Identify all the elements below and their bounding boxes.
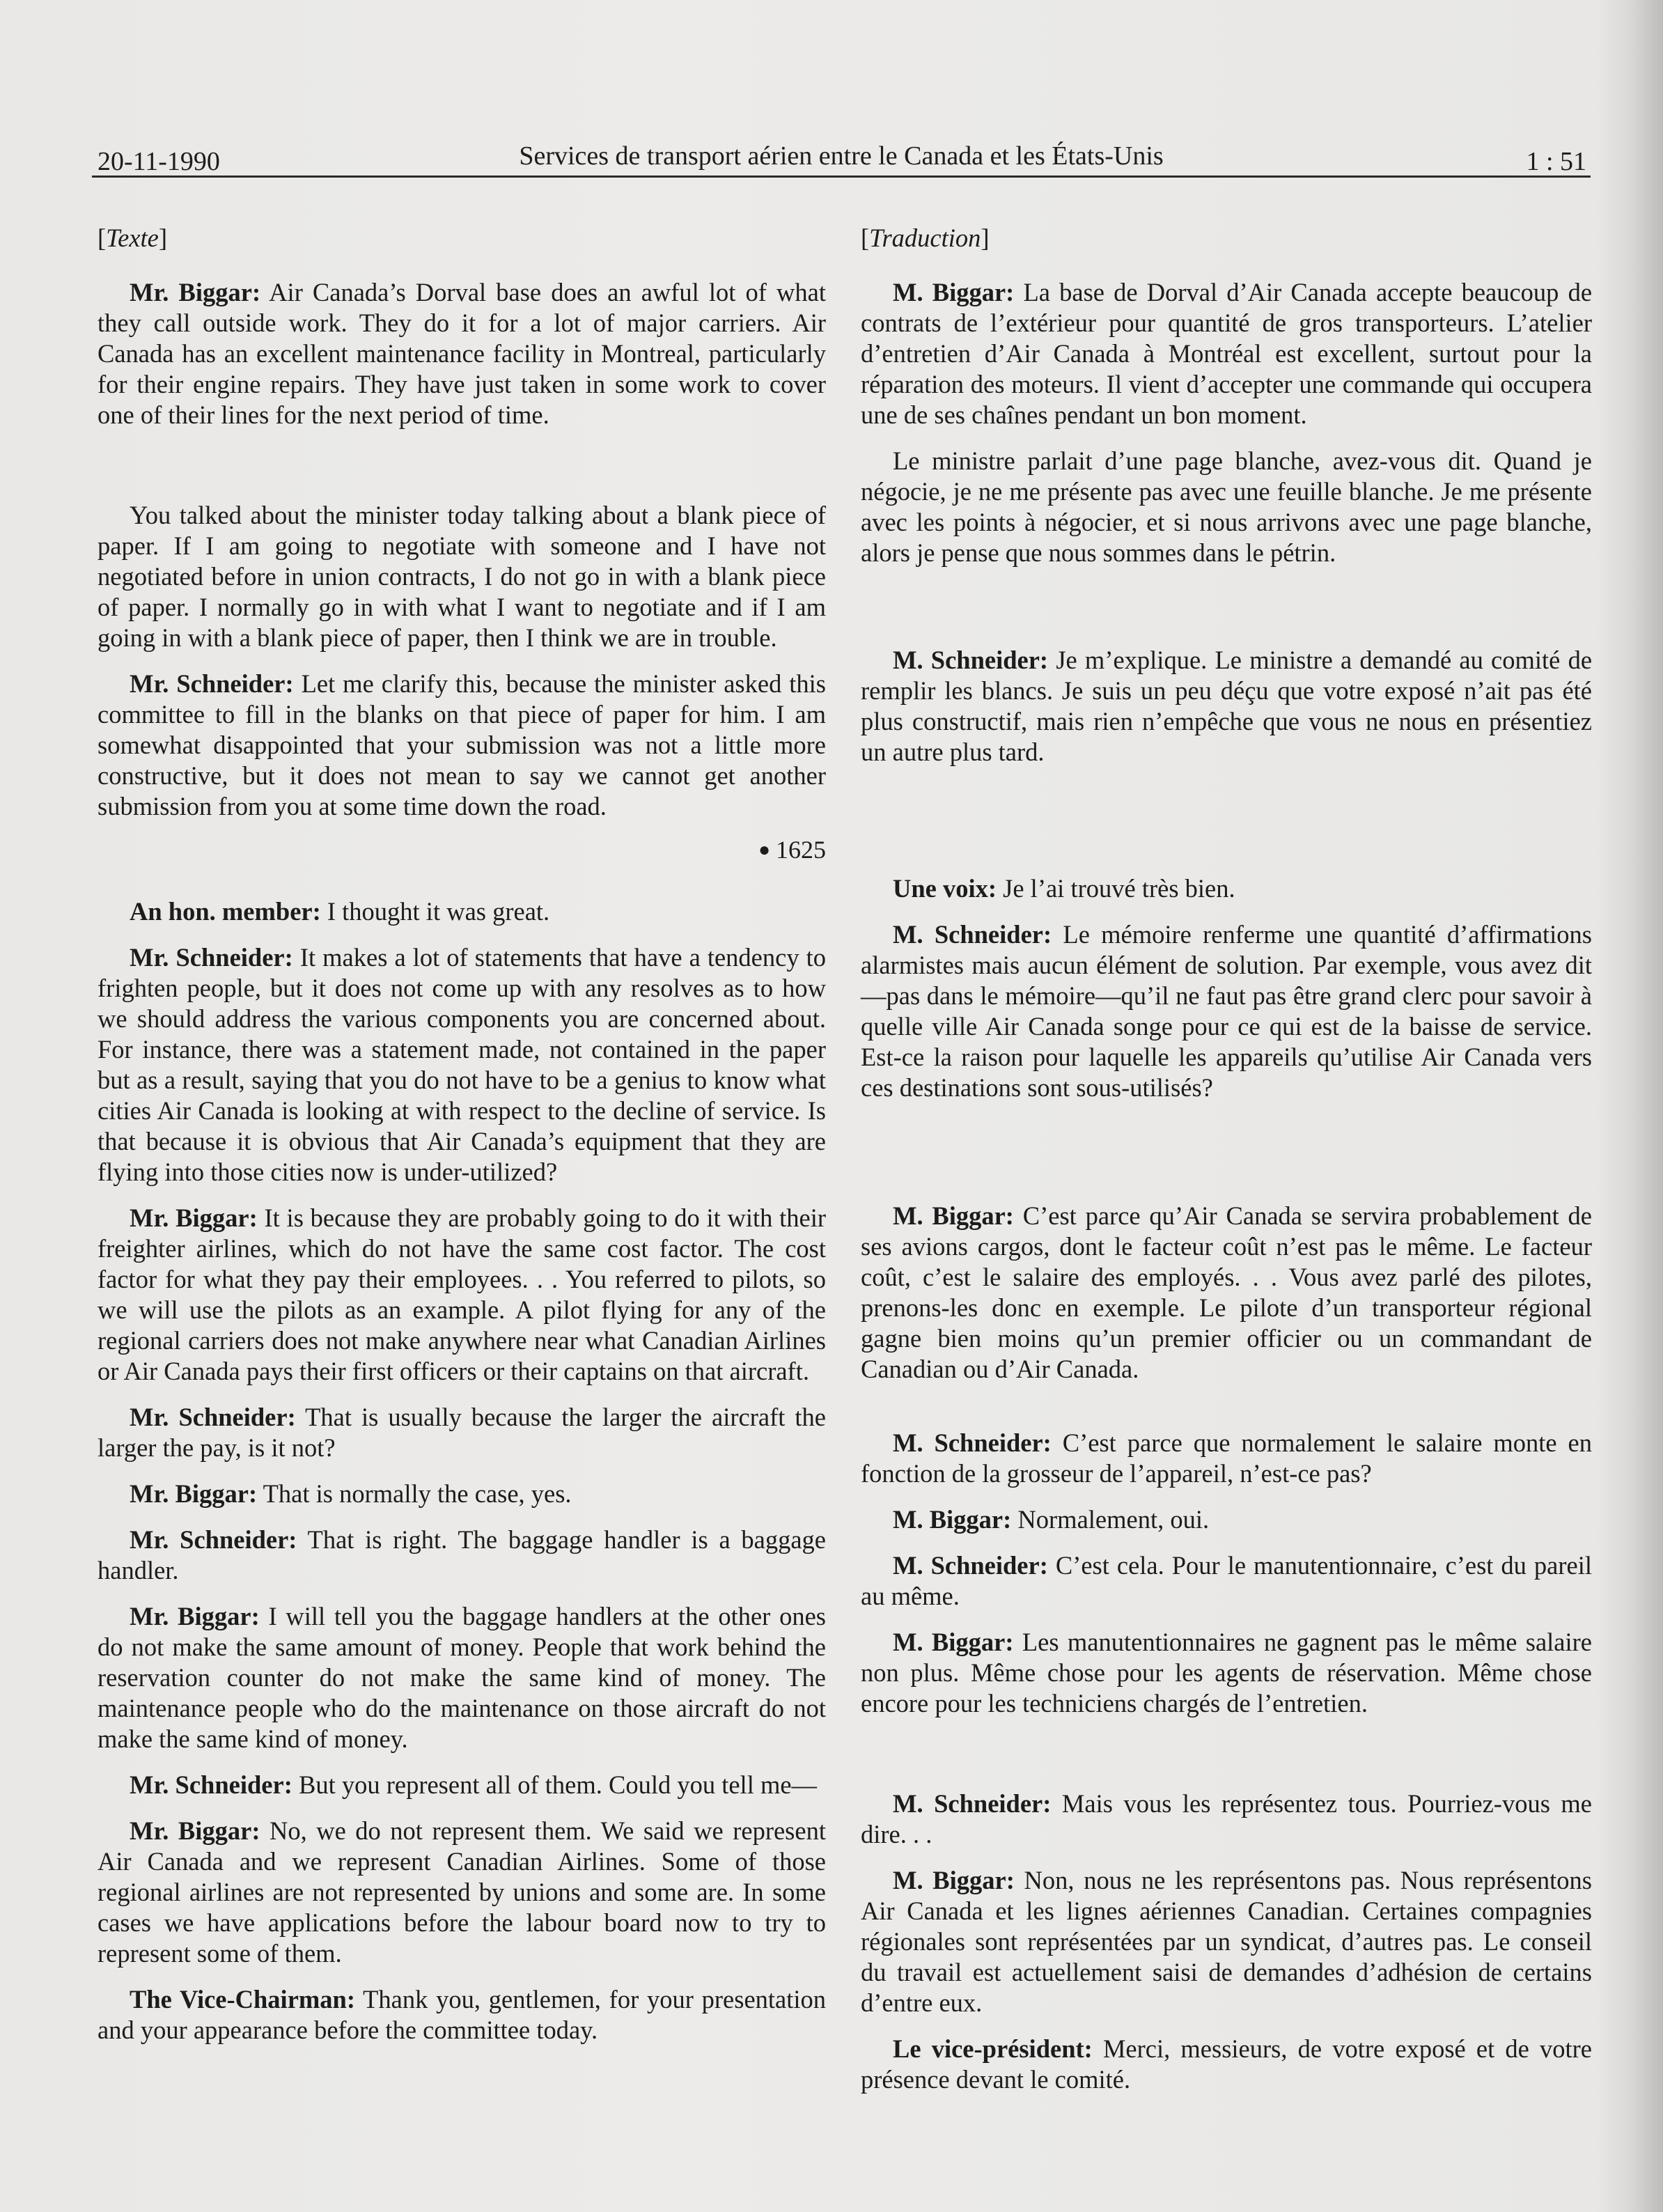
paragraph: [97, 1984, 826, 2046]
paragraph: [861, 1865, 1592, 2018]
speaker: Mr. Biggar:: [130, 1602, 260, 1630]
speech-text: That is usually because the larger the aircraft the larger the pay, is it not?: [97, 1403, 826, 1462]
speech-text: Non, nous ne les représentons pas. Nous représentons Air Canada et les lignes aériennes Canadian. Certaines compagnies régionales sont représentées par un syndicat, d’autres pas. Le conseil du travail est actuellement saisi de demandes d’adhésion de certains d’entre eux.: [861, 1866, 1593, 2017]
speaker: M. Biggar:: [893, 278, 1015, 306]
speaker: Mr. Schneider:: [130, 669, 294, 698]
speaker: The Vice-Chairman:: [130, 1985, 356, 2014]
paragraph: [97, 896, 826, 927]
speech-text: Let me clarify this, because the minister asked this committee to fill in the blanks on that piece of paper for him. I am somewhat disappointed that your submission was not a little more constructive, but it does not mean to say we cannot get another submission from you at some time down the road.: [97, 669, 826, 820]
language-marker-traduction: [Traduction]: [861, 224, 990, 252]
speech-text: Je l’ai trouvé très bien.: [1003, 874, 1235, 903]
paragraph: [861, 1789, 1592, 1850]
speech-text: It is because they are probably going to do it with their freighter airlines, which do not have the same cost factor. The cost factor for what they pay their employees. . . You referred to pilots, so we will use the pilots as an example. A pilot flying for any of the regional carriers does not make anywhere near what Canadian Airlines or Air Canada pays their first officers or their captains on that aircraft.: [97, 1204, 827, 1385]
language-marker-texte: [Texte]: [97, 224, 168, 252]
speech-text: No, we do not represent them. We said we represent Air Canada and we represent Canadian Airlines. Some of those regional airlines are not represented by unions and some are. In some cases we have applications before the labour board now to try to represent some of them.: [97, 1816, 826, 1968]
paragraph: [861, 873, 1592, 904]
speaker: M. Biggar:: [893, 1628, 1014, 1656]
speaker: M. Schneider:: [893, 1551, 1048, 1580]
speech-text: Merci, messieurs, de votre exposé et de votre présence devant le comité.: [861, 2034, 1592, 2094]
speech-text: I will tell you the baggage handlers at the other ones do not make the same amount of money. People that work behind the reservation counter do not make the same kind of money. The maintenance people who do the maintenance on those aircraft do not make the same kind of money.: [97, 1602, 826, 1753]
speaker: M. Schneider:: [893, 1789, 1052, 1818]
speech-text: But you represent all of them. Could you tell me—: [298, 1770, 818, 1799]
speech-text: La base de Dorval d’Air Canada accepte beaucoup de contrats de l’extérieur pour quantité de gros transporteurs. L’atelier d’entretien d’Air Canada à Montréal est excellent, surtout pour la réparation des moteurs. Il vient d’accepter une commande qui occupera une de ses chaînes pendant un bon moment.: [861, 278, 1593, 429]
speaker: Mr. Schneider:: [130, 1525, 297, 1554]
paragraph: [861, 919, 1592, 1103]
paragraph: [97, 1816, 826, 1969]
header-title: Services de transport aérien entre le Canada et les États-Unis: [519, 141, 1164, 171]
header-date: 20-11-1990: [97, 147, 220, 176]
speech-text: Normalement, oui.: [1017, 1505, 1210, 1534]
speech-text: C’est cela. Pour le manutentionnaire, c’est du pareil au même.: [861, 1551, 1593, 1610]
speech-text: It makes a lot of statements that have a tendency to frighten people, but it does not come up with any resolves as to how we should address the various components you are concerned about. For instance, there was a statement made, not contained in the paper but as a result, saying that you do not have to be a genius to know what cities Air Canada is looking at with respect to the decline of service. Is that because it is obvious that Air Canada’s equipment that they are flying into those cities now is under-utilized?: [97, 943, 827, 1186]
paragraph: [861, 2034, 1592, 2095]
speaker: Une voix:: [893, 874, 997, 903]
speech-text: C’est parce qu’Air Canada se servira probablement de ses avions cargos, dont le facteur coût n’est pas le même. Le facteur coût, c’est le salaire des employés. . . Vous avez parlé des pilotes, prenons-les donc en exemple. Le pilote d’un transporteur régional gagne bien moins qu’un premier officier ou un commandant de Canadian ou d’Air Canada.: [861, 1201, 1592, 1383]
speech-text: C’est parce que normalement le salaire monte en fonction de la grosseur de l’appareil, n’est-ce pas?: [861, 1428, 1593, 1488]
speaker: Mr. Biggar:: [130, 1816, 260, 1845]
paragraph: [861, 1550, 1592, 1612]
paragraph: [97, 1770, 826, 1800]
paragraph: [861, 1504, 1592, 1535]
time-stamp: ● 1625: [758, 836, 826, 864]
english-column: [97, 223, 826, 2046]
speaker: M. Schneider:: [893, 646, 1049, 674]
speech-text: That is right. The baggage handler is a baggage handler.: [97, 1525, 826, 1584]
paragraph: [861, 446, 1592, 568]
speech-text: I thought it was great.: [327, 897, 550, 926]
paragraph: [97, 942, 826, 1187]
speech-text: You talked about the minister today talking about a blank piece of paper. If I am going to negotiate with someone and I have not negotiated before in union contracts, I do not go in with a blank piece of paper. I normally go in with what I want to negotiate and if I am going in with a blank piece of paper, then I think we are in trouble.: [97, 501, 826, 652]
paragraph: [861, 277, 1592, 430]
speaker: Mr. Schneider:: [130, 1403, 296, 1431]
page-header: [92, 139, 1591, 178]
speaker: M. Biggar:: [893, 1866, 1015, 1894]
speech-text: That is normally the case, yes.: [263, 1479, 572, 1508]
speech-text: Je m’explique. Le ministre a demandé au comité de remplir les blancs. Je suis un peu déçu que votre exposé n’ait pas été plus constructif, mais rien n’empêche que vous ne nous en présentiez un autre plus tard.: [861, 646, 1593, 766]
speaker: M. Schneider:: [893, 1428, 1052, 1457]
paragraph: [97, 277, 826, 430]
speaker: M. Biggar:: [893, 1505, 1012, 1534]
speaker: Mr. Biggar:: [130, 1479, 258, 1508]
paragraph: [861, 1627, 1592, 1719]
speaker: Le vice-président:: [893, 2034, 1093, 2063]
speaker: Mr. Schneider:: [130, 943, 293, 972]
speaker: An hon. member:: [130, 897, 321, 926]
speech-text: Les manutentionnaires ne gagnent pas le même salaire non plus. Même chose pour les agents de réservation. Même chose encore pour les techniciens chargés de l’entretien.: [861, 1628, 1592, 1718]
speaker: M. Schneider:: [893, 920, 1052, 949]
paragraph: [861, 645, 1592, 768]
speech-text: Mais vous les représentez tous. Pourriez-vous me dire. . .: [861, 1789, 1593, 1848]
paragraph: [861, 1428, 1592, 1489]
french-column: [861, 223, 1592, 2095]
speech-text: Thank you, gentlemen, for your presentation and your appearance before the committee today.: [97, 1985, 827, 2044]
paragraph: [97, 1525, 826, 1586]
paragraph: [97, 1402, 826, 1463]
paragraph: [97, 669, 826, 822]
paragraph: [861, 1201, 1592, 1385]
speaker: Mr. Schneider:: [130, 1770, 292, 1799]
speaker: Mr. Biggar:: [130, 1204, 258, 1232]
speaker: M. Biggar:: [893, 1201, 1014, 1230]
header-page-number: 1 : 51: [1526, 147, 1586, 176]
paragraph: [97, 500, 826, 653]
speaker: Mr. Biggar:: [130, 278, 261, 306]
speech-text: Le ministre parlait d’une page blanche, avez-vous dit. Quand je négocie, je ne me présente pas avec une feuille blanche. Je me présente avec les points à négocier, et si nous arrivons avec une page blanche, alors je pense que nous sommes dans le pétrin.: [861, 446, 1592, 567]
paragraph: [97, 1601, 826, 1754]
paragraph: [97, 1479, 826, 1509]
speech-text: Le mémoire renferme une quantité d’affirmations alarmistes mais aucun élément de solution. Par exemple, vous avez dit—pas dans le mémoire—qu’il ne faut pas être grand clerc pour savoir à quelle ville Air Canada songe pour ce qui est de la baisse de service. Est-ce la raison pour laquelle les appareils qu’utilise Air Canada vers ces destinations sont sous-utilisés?: [861, 920, 1593, 1102]
paragraph: [97, 1203, 826, 1387]
speech-text: Air Canada’s Dorval base does an awful lot of what they call outside work. They do it for a lot of major carriers. Air Canada has an excellent maintenance facility in Montreal, particularly for their engine repairs. They have just taken in some work to cover one of their lines for the next period of time.: [97, 278, 826, 429]
